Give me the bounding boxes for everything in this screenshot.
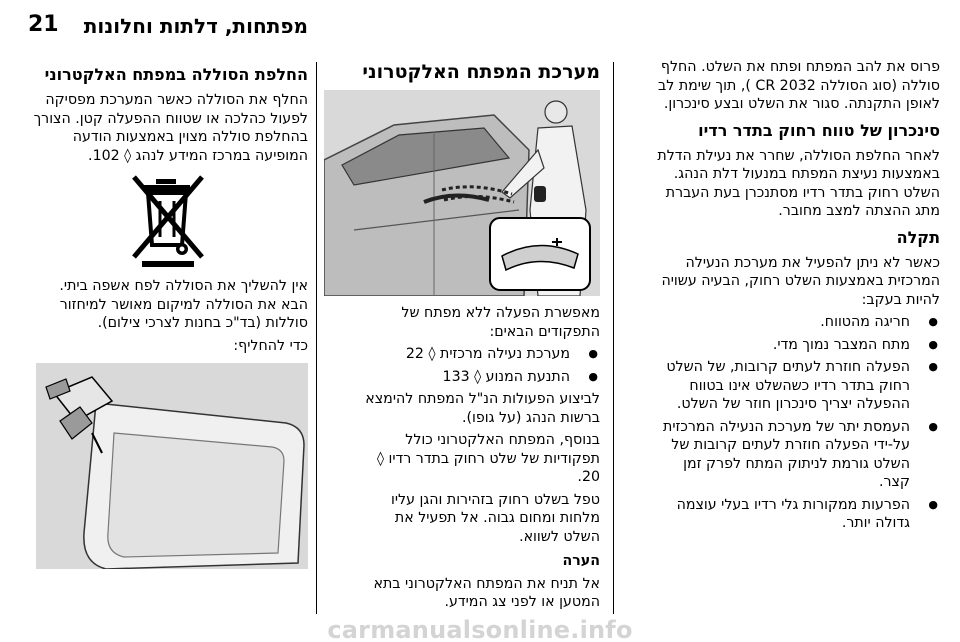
page-number: 21 (28, 12, 59, 37)
column-middle (356, 58, 600, 616)
car-door-icon (324, 90, 600, 296)
list-item: ● מתח המצבר נמוך מדי. (648, 336, 940, 355)
list-item: ● התנעת המנוע ◊ 133 (356, 368, 600, 387)
fault-heading: תקלה (896, 227, 940, 247)
column-right (648, 58, 940, 537)
remote-function-paragraph: בנוסף, המפתח האלקטרוני כולל תפקודיות של שלט רחוק בתדר רדיו ◊ 20. (376, 432, 600, 485)
list-item: ● הפעלה חוזרת לעתים קרובות, של השלט רחוק בתדר רדיו כשהשלט אינו בטווח ההפעלה יצריך סינכרון חוזר של השלט. (648, 358, 940, 414)
car-door-illustration (324, 90, 600, 296)
recycling-symbol (28, 171, 308, 271)
sync-paragraph: לאחר החלפת הסוללה, שחרר את נעילת הדלת באמצעות נעיצת המפתח במנעול דלת הנהג. השלט רחוק בתדר רדיו מסתנכרן בעת העברת מתג ההצתה למצב מחובר. (657, 147, 940, 219)
sync-heading: סינכרון של טווח רחוק בתדר רדיו (698, 120, 940, 140)
function-list (356, 345, 600, 386)
crossed-out-wheelie-bin-icon (126, 173, 210, 269)
key-fob-icon (36, 363, 308, 569)
list-item: ● העמסת יתר של מערכת הנעילה המרכזית על-ידי הפעלה חוזרת לעתים קרובות של השלט גורמת לניתוק המתח לפרק זמן קצר. (648, 418, 940, 492)
column-divider-left (316, 62, 317, 614)
note-title: הערה (562, 553, 600, 569)
disposal-paragraph: אין להשליך את הסוללה לפח אשפה ביתי. הבא את הסוללה למיקום מאושר למיחזור סוללות (בד"כ בחנות לצרכי צילום). (59, 278, 308, 331)
note-paragraph: אל תניח את המפתח האלקטרוני בתא המטען או לפני צג המידע. (373, 575, 600, 610)
list-item: ● חריגה מהטווח. (648, 313, 940, 332)
list-item: ● מערכת נעילה מרכזית ◊ 22 (356, 345, 600, 364)
list-item: ● הפרעות ממקורות גלי רדיו בעלי עוצמה גדולה יותר. (648, 496, 940, 533)
electronic-key-heading: מערכת המפתח האלקטרוני (362, 61, 600, 83)
battery-replacement-paragraph: החלף את הסוללה כאשר המערכת מפסיקה לפעול כהלכה או שטווח ההפעלה קטן. הצורך בהחלפת סוללה מצוין באמצעות הודעה המופיעה במרכז המידע לנהג ◊ 102. (33, 92, 308, 164)
key-possession-paragraph: לביצוע הפעולות הנ"ל המפתח להימצא ברשות הנהג (על גופו). (365, 391, 600, 426)
watermark: carmanualsonline.info (327, 616, 633, 642)
enables-paragraph: מאפשרת הפעלה ללא מפתח של התפקודים הבאים: (401, 305, 600, 340)
replace-steps-paragraph: כדי להחליף: (233, 337, 308, 354)
fault-paragraph: כאשר לא ניתן להפעיל את מערכת הנעילה המרכזית באמצעות השלט רחוק, הבעיה עשויה להיות בעקב: (661, 254, 940, 308)
intro-paragraph: פרוס את להב המפתח ופתח את השלט. החלף סוללה (סוג הסוללה CR 2032 ), תוך שימת לב לאופן התקנתה. סגור את השלט ובצע סינכרון. (658, 59, 940, 112)
page-header (0, 0, 960, 56)
column-divider-right (613, 62, 614, 614)
key-fob-illustration (36, 363, 308, 569)
fault-list (648, 313, 940, 533)
column-left (28, 58, 308, 569)
battery-replacement-heading: החלפת הסוללה במפתח האלקטרוני (44, 65, 308, 84)
care-paragraph: טפל בשלט רחוק בזהירות והגן עליו מלחות ומחום גבוה. אל תפעיל את השלט לשווא. (391, 491, 600, 545)
page-title: מפתחות, דלתות וחלונות (83, 14, 308, 38)
